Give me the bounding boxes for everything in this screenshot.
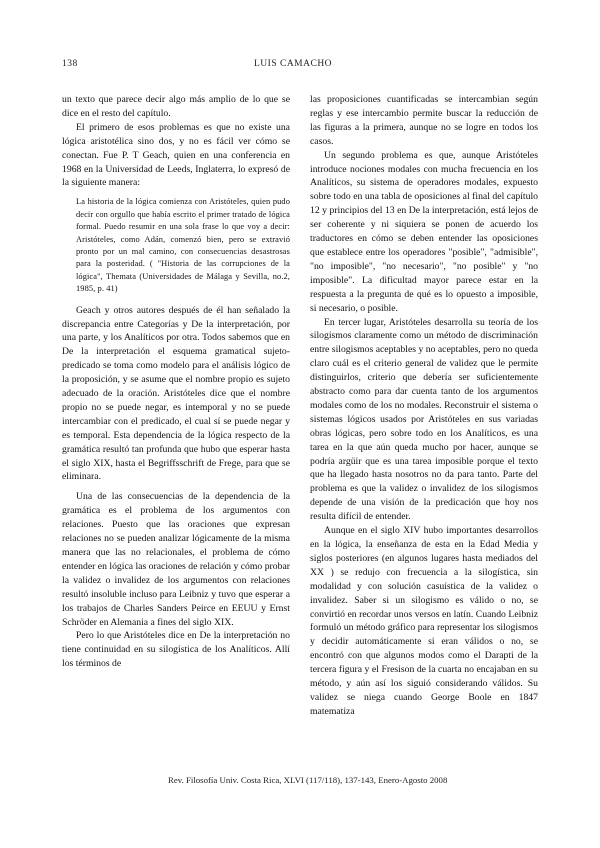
paragraph: El primero de esos problemas es que no existe una lógica aristotélica sino dos, y no es fácil ver cómo se conectan. Fue P. T Geach, quien en una conferencia en 1968 en la Universidad de Leeds, Inglaterra, lo expresó de la siguiente manera:: [62, 121, 290, 189]
paragraph: Geach y otros autores después de él han señalado la discrepancia entre Categorías y De la interpretación, por una parte, y los Analíticos por otra. Todos sabemos que en De la interpretación el esquema gramatical sujeto-predicado se toma como modelo para el análisis lógico de la proposición, y se asume que el nombre propio es sujeto adecuado de la oración. Aristóteles dice que el nombre propio no se puede negar, es intemporal y no se puede intercambiar con el predicado, el cual sí se puede negar y es temporal. Esta dependencia de la lógica respecto de la gramática resultó tan profunda que hubo que esperar hasta el siglo XIX, hasta el Begriffsschrift de Frege, para que se eliminara.: [62, 304, 290, 483]
paragraph: Un segundo problema es que, aunque Aristóteles introduce nociones modales con mucha frecuencia en los Analíticos, su sistema de operadores modales, expuesto sobre todo en una tabla de oposiciones al final del capítulo 12 y principios del 13 en De la interpretación, está lejos de ser coherente y ni siquiera se ponen de acuerdo los traductores en cómo se deben entender las oposiciones que establece entre los operadores "posible", "admisible", "no imposible", "no necesario", "no posible" y "no imposible". La dificultad mayor parece estar en la respuesta a la pregunta de qué es lo opuesto a imposible, si necesario, o posible.: [310, 149, 538, 314]
paragraph: un texto que parece decir algo más amplio de lo que se dice en el resto del capítulo.: [62, 94, 290, 119]
block-quote: La historia de la lógica comienza con Aristóteles, quien pudo decir con orgullo que había escrito el primer tratado de lógica formal. Puedo resumir en una sola frase lo que voy a decir: Aristóteles, como Adán, comenzó bien, pero se extravió pronto por un mal camino, con consecuencias desastrosas para la posteridad. ( "Historia de las corrupciones de la lógica", Themata (Universidades de Málaga y Sevilla, no.2, 1985, p. 41): [76, 197, 290, 294]
left-column: [62, 93, 290, 671]
page-number: 138: [62, 59, 78, 69]
paragraph: Aunque en el siglo XIV hubo importantes desarrollos en la lógica, la enseñanza de esta en la Edad Media y siglos posteriores (en algunos lugares hasta mediados del XX ) se redujo con frecuencia a la silogística, sin modalidad y con solución casuística de la validez o invalidez. Saber si un silogismo es válido o no, se convirtió en recordar unos versos en latín. Cuando Leibniz formuló un método gráfico para representar los silogismos y decidir automáticamente si eran válidos o no, se encontró con que algunos modos como el Darapti de la tercera figura y el Fresison de la cuarta no encajaban en su método, y aún así los siguió considerando válidos. Su validez se niega cuando George Boole en 1847 matematiza: [310, 525, 538, 717]
paragraph: Una de las consecuencias de la dependencia de la gramática es el problema de los argumentos con relaciones. Puesto que las oraciones que expresan relaciones no se pueden analizar lógicamente de la misma manera que las no relacionales, el problema de cómo entender en lógica las oraciones de relación y cómo probar la validez o invalidez de los argumentos con relaciones resultó insoluble incluso para Leibniz y tuvo que esperar a los trabajos de Charles Sanders Peirce en EEUU y Ernst Schröder en Alemania a fines del siglo XIX.: [62, 491, 290, 628]
paragraph: En tercer lugar, Aristóteles desarrolla su teoría de los silogismos claramente como un método de discriminación entre silogismos aceptables y no aceptables, pero no queda claro cuál es el criterio general de validez que le permite distinguirlos, criterio que debería ser suficientemente abstracto como para dar cuenta tanto de los argumentos modales como de los no modales. Reconstruir el sistema o sistemas lógicos usados por Aristóteles en sus variadas obras lógicas, pero sobre todo en los Analíticos, es una tarea en la que aún queda mucho por hacer, aunque se podría argüir que es una tarea imposible porque el texto que ha llegado hasta nosotros no da para tanto. Parte del problema es que la validez o invalidez de los silogismos depende de una visión de la predicación que hoy nos resulta difícil de entender.: [310, 316, 538, 523]
paragraph: Pero lo que Aristóteles dice en De la interpretación no tiene continuidad en su silogística de los Analíticos. Allí los términos de: [62, 630, 290, 670]
running-title: LUIS CAMACHO: [254, 59, 333, 69]
paragraph: las proposiciones cuantificadas se intercambian según reglas y ese intercambio permite buscar la reducción de las figuras a la primera, aunque no se logre en todos los casos.: [310, 94, 538, 147]
right-column: [310, 93, 538, 719]
footer-citation: Rev. Filosofía Univ. Costa Rica, XLVI (117/118), 137-143, Enero-Agosto 2008: [168, 775, 448, 785]
